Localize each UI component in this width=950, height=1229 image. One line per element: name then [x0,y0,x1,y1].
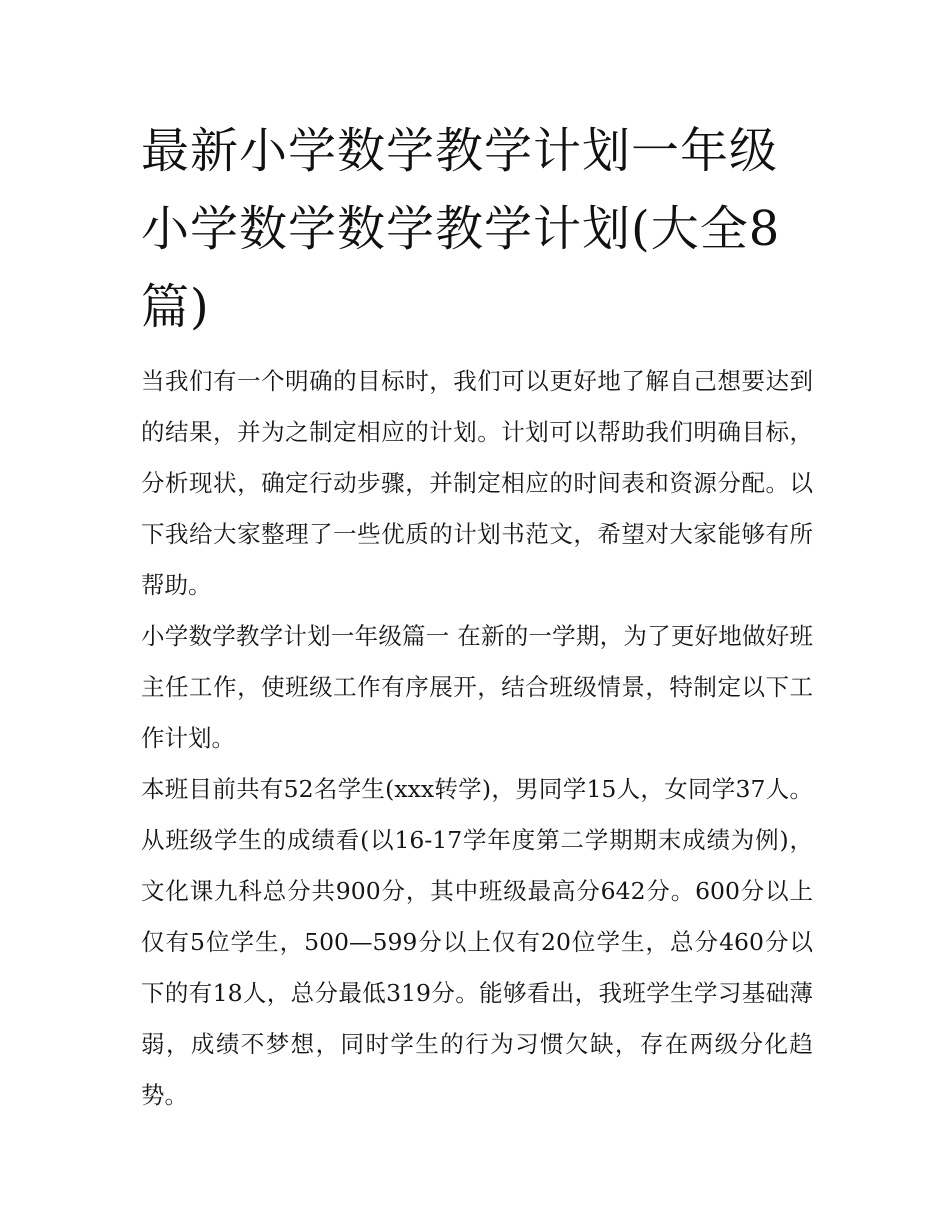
document-title: 最新小学数学教学计划一年级小学数学数学教学计划(大全8篇) [141,123,781,335]
paragraph-class-status: 本班目前共有52名学生(xxx转学)，男同学15人，女同学37人。从班级学生的成绩看(以16-17学年度第二学期期末成绩为例)，文化课九科总分共900分，其中班级最高分642分。600分以上仅有5位学生，500—599分以上仅有20位学生，总分460分以下的有18人，总分最低319分。能够看出，我班学生学习基础薄弱，成绩不梦想，同时学生的行为习惯欠缺，存在两级分化趋势。 [141,775,813,1109]
document-body [141,356,813,1121]
paragraph-plan-intro: 小学数学教学计划一年级篇一 在新的一学期，为了更好地做好班主任工作，使班级工作有序展开，结合班级情景，特制定以下工作计划。 [141,622,813,752]
paragraph-intro: 当我们有一个明确的目标时，我们可以更好地了解自己想要达到的结果，并为之制定相应的计划。计划可以帮助我们明确目标，分析现状，确定行动步骤，并制定相应的时间表和资源分配。以下我给大家整理了一些优质的计划书范文，希望对大家能够有所帮助。 [141,367,813,599]
